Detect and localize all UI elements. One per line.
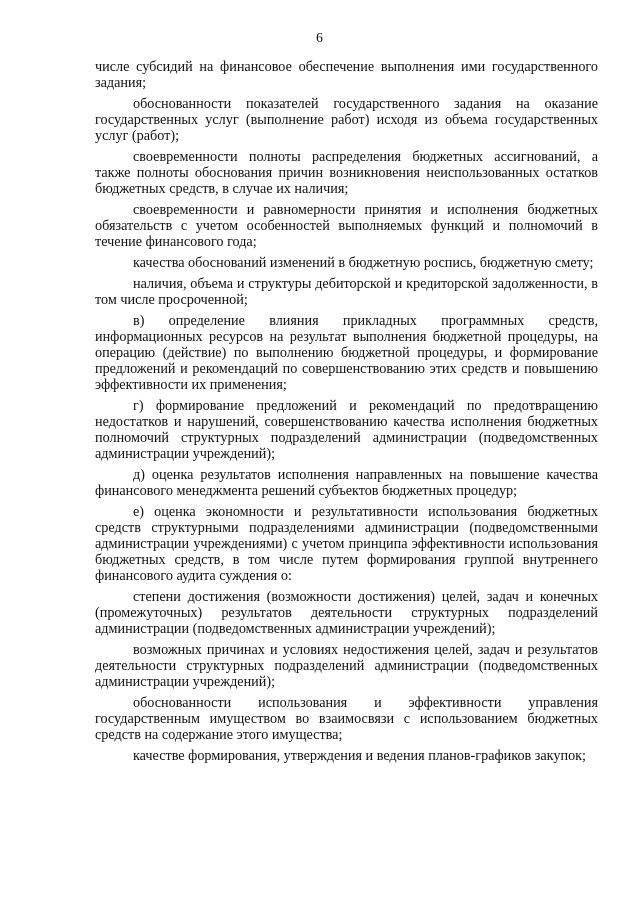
paragraph: д) оценка результатов исполнения направленных на повышение качества финансового менеджмента решений субъектов бюджетных процедур; bbox=[95, 467, 598, 499]
paragraph: своевременности и равномерности принятия и исполнения бюджетных обязательств с учетом особенностей выполняемых функций и полномочий в течение финансового года; bbox=[95, 202, 598, 250]
paragraph: обоснованности показателей государственного задания на оказание государственных услуг (выполнение работ) исходя из объема государственных услуг (работ); bbox=[95, 96, 598, 144]
paragraph: степени достижения (возможности достижения) целей, задач и конечных (промежуточных) результатов деятельности структурных подразделений администрации (подведомственных администрации учреждений); bbox=[95, 589, 598, 637]
document-body bbox=[95, 59, 598, 769]
paragraph: числе субсидий на финансовое обеспечение выполнения ими государственного задания; bbox=[95, 59, 598, 91]
paragraph: в) определение влияния прикладных программных средств, информационных ресурсов на результат выполнения бюджетной процедуры, на операцию (действие) по выполнению бюджетной процедуры, и формирование предложений и рекомендаций по совершенствованию этих средств и повышению эффективности их применения; bbox=[95, 313, 598, 393]
paragraph: обоснованности использования и эффективности управления государственным имуществом во взаимосвязи с использованием бюджетных средств на содержание этого имущества; bbox=[95, 695, 598, 743]
paragraph: качества обоснований изменений в бюджетную роспись, бюджетную смету; bbox=[133, 255, 594, 271]
paragraph: наличия, объема и структуры дебиторской и кредиторской задолженности, в том числе просроченной; bbox=[95, 276, 598, 308]
paragraph: качестве формирования, утверждения и ведения планов-графиков закупок; bbox=[133, 748, 586, 764]
page-number: 6 bbox=[316, 30, 323, 45]
paragraph: е) оценка экономности и результативности использования бюджетных средств структурными подразделениями администрации (подведомственными администрации учреждениями) с учетом принципа эффективности использования бюджетных средств, в том числе путем формирования группой внутреннего финансового аудита суждения о: bbox=[95, 504, 598, 584]
paragraph: г) формирование предложений и рекомендаций по предотвращению недостатков и нарушений, совершенствованию качества исполнения бюджетных полномочий структурных подразделений администрации (подведомственных администрации учреждений); bbox=[95, 398, 598, 462]
paragraph: возможных причинах и условиях недостижения целей, задач и результатов деятельности структурных подразделений администрации (подведомственных администрации учреждений); bbox=[95, 642, 598, 690]
paragraph: своевременности полноты распределения бюджетных ассигнований, а также полноты обоснования причин возникновения неиспользованных остатков бюджетных средств, в случае их наличия; bbox=[95, 149, 598, 197]
